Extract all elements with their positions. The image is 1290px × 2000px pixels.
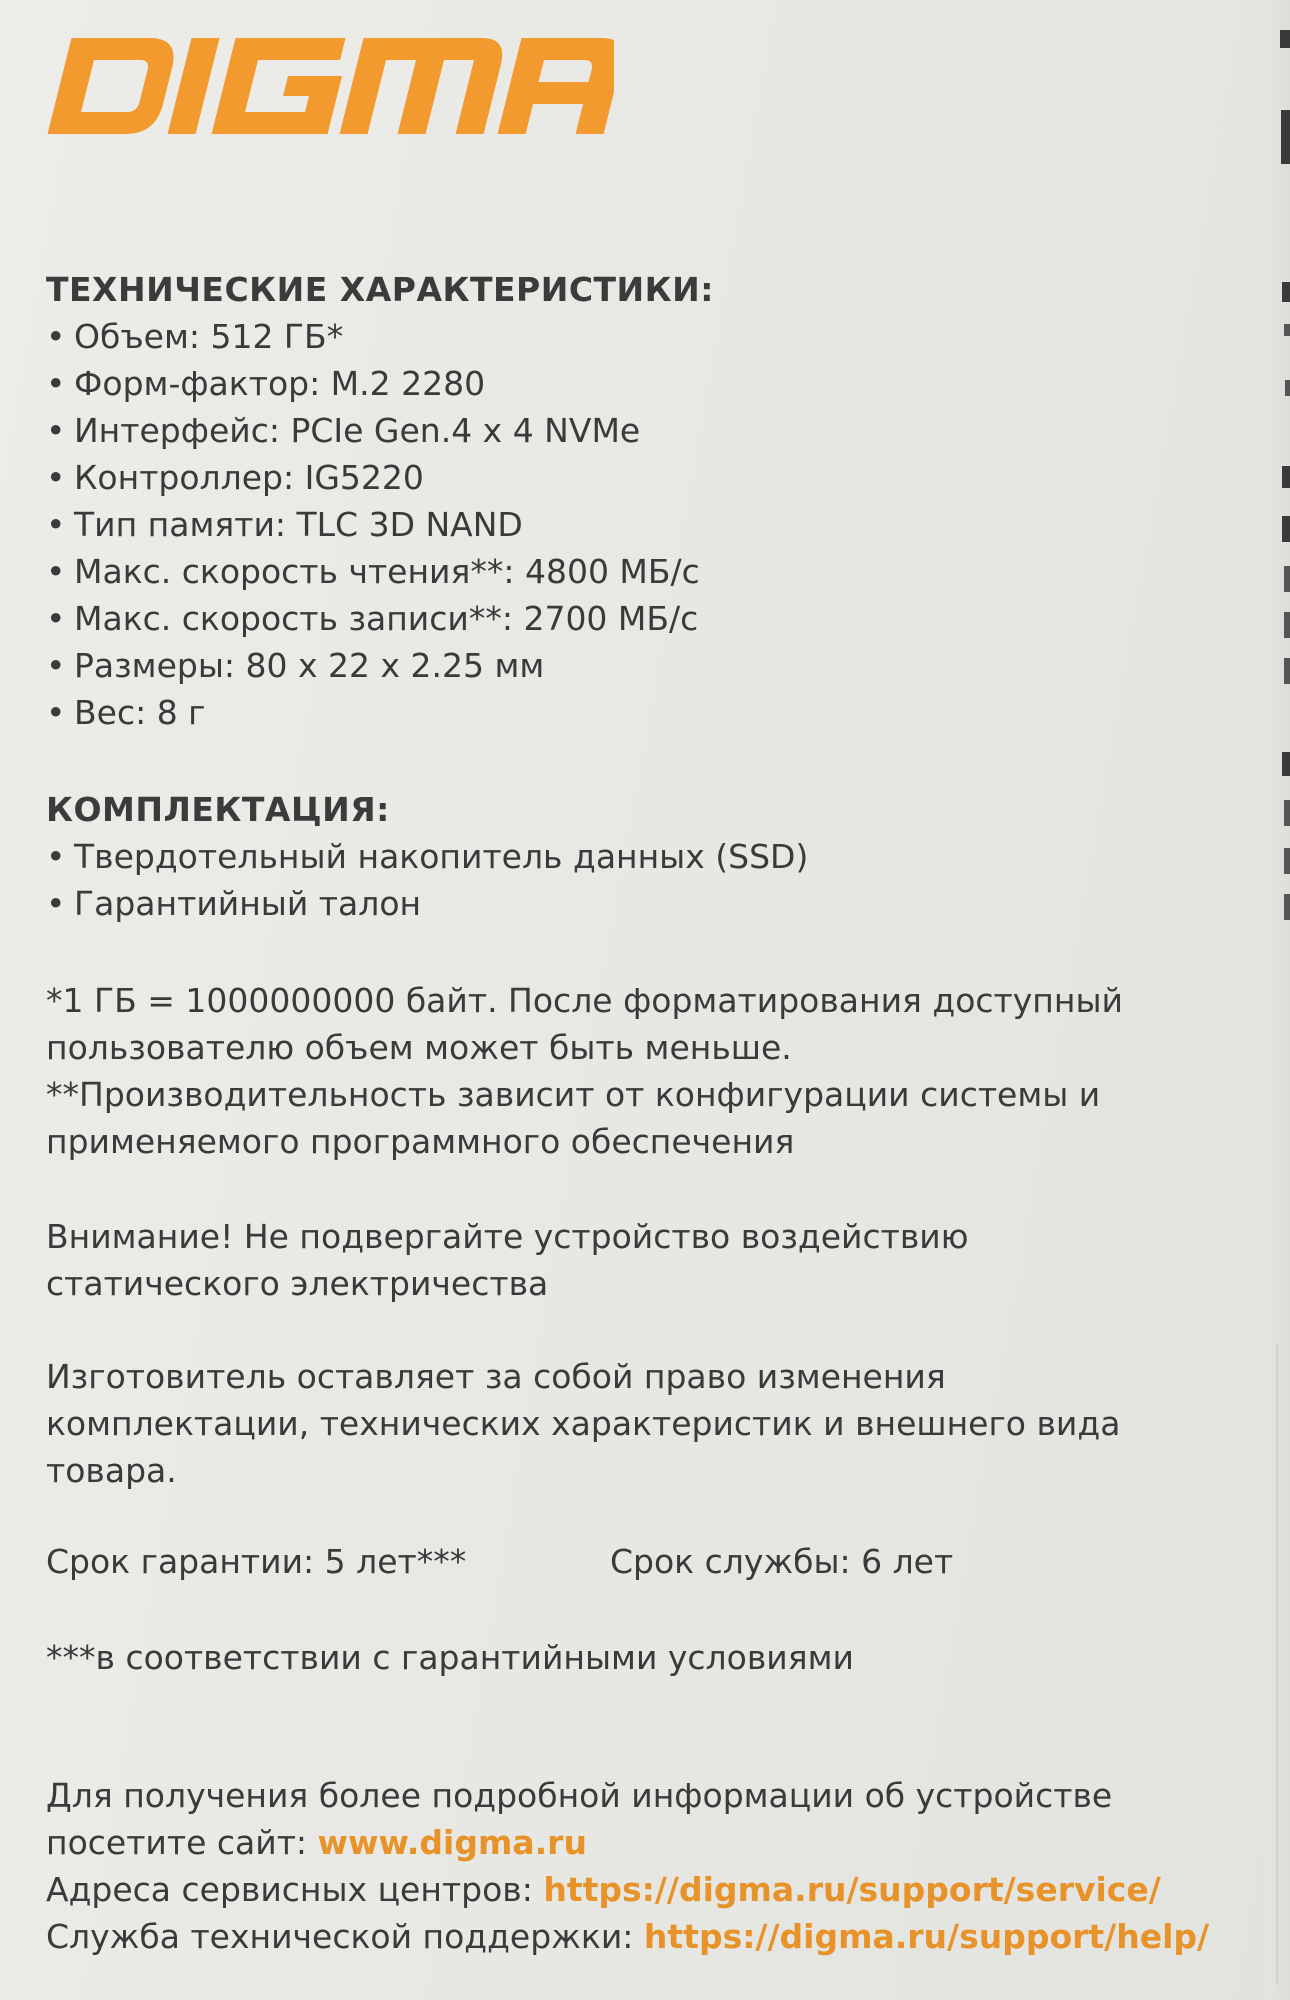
edge-mark bbox=[1284, 612, 1290, 638]
edge-mark bbox=[1284, 894, 1290, 920]
edge-mark bbox=[1282, 752, 1290, 776]
maker-line: товара. bbox=[46, 1451, 177, 1490]
package-item: • Твердотельный накопитель данных (SSD) bbox=[46, 837, 809, 876]
box-fold-line bbox=[1276, 1345, 1278, 1985]
contacts-section bbox=[46, 1772, 1250, 1960]
edge-mark bbox=[1284, 566, 1290, 592]
warranty-footnote bbox=[46, 1634, 1250, 1681]
spec-item: • Интерфейс: PCIe Gen.4 x 4 NVMe bbox=[46, 411, 641, 450]
support-line: Служба технической поддержки: https://digma.ru/support/help/ bbox=[46, 1917, 1210, 1956]
warning-line: статического электричества bbox=[46, 1264, 549, 1303]
footnote-line: ***в соответствии с гарантийными условиями bbox=[46, 1638, 854, 1677]
note-line: *1 ГБ = 1000000000 байт. После форматирования доступный bbox=[46, 981, 1123, 1020]
support-link[interactable]: https://digma.ru/support/help/ bbox=[643, 1917, 1210, 1956]
edge-mark bbox=[1281, 110, 1290, 164]
site-link[interactable]: www.digma.ru bbox=[317, 1823, 587, 1862]
spec-item: • Размеры: 80 x 22 x 2.25 мм bbox=[46, 646, 545, 685]
spec-item: • Тип памяти: TLC 3D NAND bbox=[46, 505, 523, 544]
digma-logo bbox=[44, 28, 614, 138]
contacts-intro: Для получения более подробной информации об устройстве bbox=[46, 1776, 1113, 1815]
maker-line: комплектации, технических характеристик и внешнего вида bbox=[46, 1404, 1121, 1443]
maker-line: Изготовитель оставляет за собой право изменения bbox=[46, 1357, 946, 1396]
site-line: посетите сайт: www.digma.ru bbox=[46, 1823, 587, 1862]
spec-item: • Макс. скорость чтения**: 4800 МБ/с bbox=[46, 552, 700, 591]
edge-mark bbox=[1285, 380, 1290, 396]
edge-mark bbox=[1282, 282, 1290, 302]
spec-item: • Объем: 512 ГБ* bbox=[46, 317, 344, 356]
edge-mark bbox=[1282, 466, 1290, 488]
warranty-row bbox=[46, 1538, 1246, 1588]
note-line: **Производительность зависит от конфигурации системы и bbox=[46, 1075, 1101, 1114]
capacity-note bbox=[46, 977, 1250, 1165]
package-heading: КОМПЛЕКТАЦИЯ: bbox=[46, 790, 390, 829]
spec-item: • Форм-фактор: M.2 2280 bbox=[46, 364, 486, 403]
warning-line: Внимание! Не подвергайте устройство воздействию bbox=[46, 1217, 969, 1256]
spec-item: • Вес: 8 г bbox=[46, 693, 206, 732]
edge-mark bbox=[1282, 516, 1290, 542]
warranty-term: Срок гарантии: 5 лет*** bbox=[46, 1542, 467, 1581]
service-life: Срок службы: 6 лет bbox=[610, 1542, 954, 1581]
edge-mark bbox=[1284, 848, 1290, 874]
spec-item: • Макс. скорость записи**: 2700 МБ/с bbox=[46, 599, 699, 638]
adjacent-panel-edge bbox=[1266, 0, 1290, 2000]
edge-mark bbox=[1284, 658, 1290, 684]
manufacturer-note bbox=[46, 1353, 1250, 1494]
service-link[interactable]: https://digma.ru/support/service/ bbox=[543, 1870, 1161, 1909]
package-item: • Гарантийный талон bbox=[46, 884, 422, 923]
package-section bbox=[46, 786, 1250, 927]
note-line: применяемого программного обеспечения bbox=[46, 1122, 795, 1161]
edge-mark bbox=[1280, 30, 1290, 48]
spec-item: • Контроллер: IG5220 bbox=[46, 458, 424, 497]
warning-note bbox=[46, 1213, 1250, 1307]
note-line: пользователю объем может быть меньше. bbox=[46, 1028, 792, 1067]
service-line: Адреса сервисных центров: https://digma.ru/support/service/ bbox=[46, 1870, 1161, 1909]
specs-section bbox=[46, 266, 1250, 736]
edge-mark bbox=[1284, 324, 1290, 336]
specs-heading: ТЕХНИЧЕСКИЕ ХАРАКТЕРИСТИКИ: bbox=[46, 270, 714, 309]
edge-mark bbox=[1284, 800, 1290, 826]
